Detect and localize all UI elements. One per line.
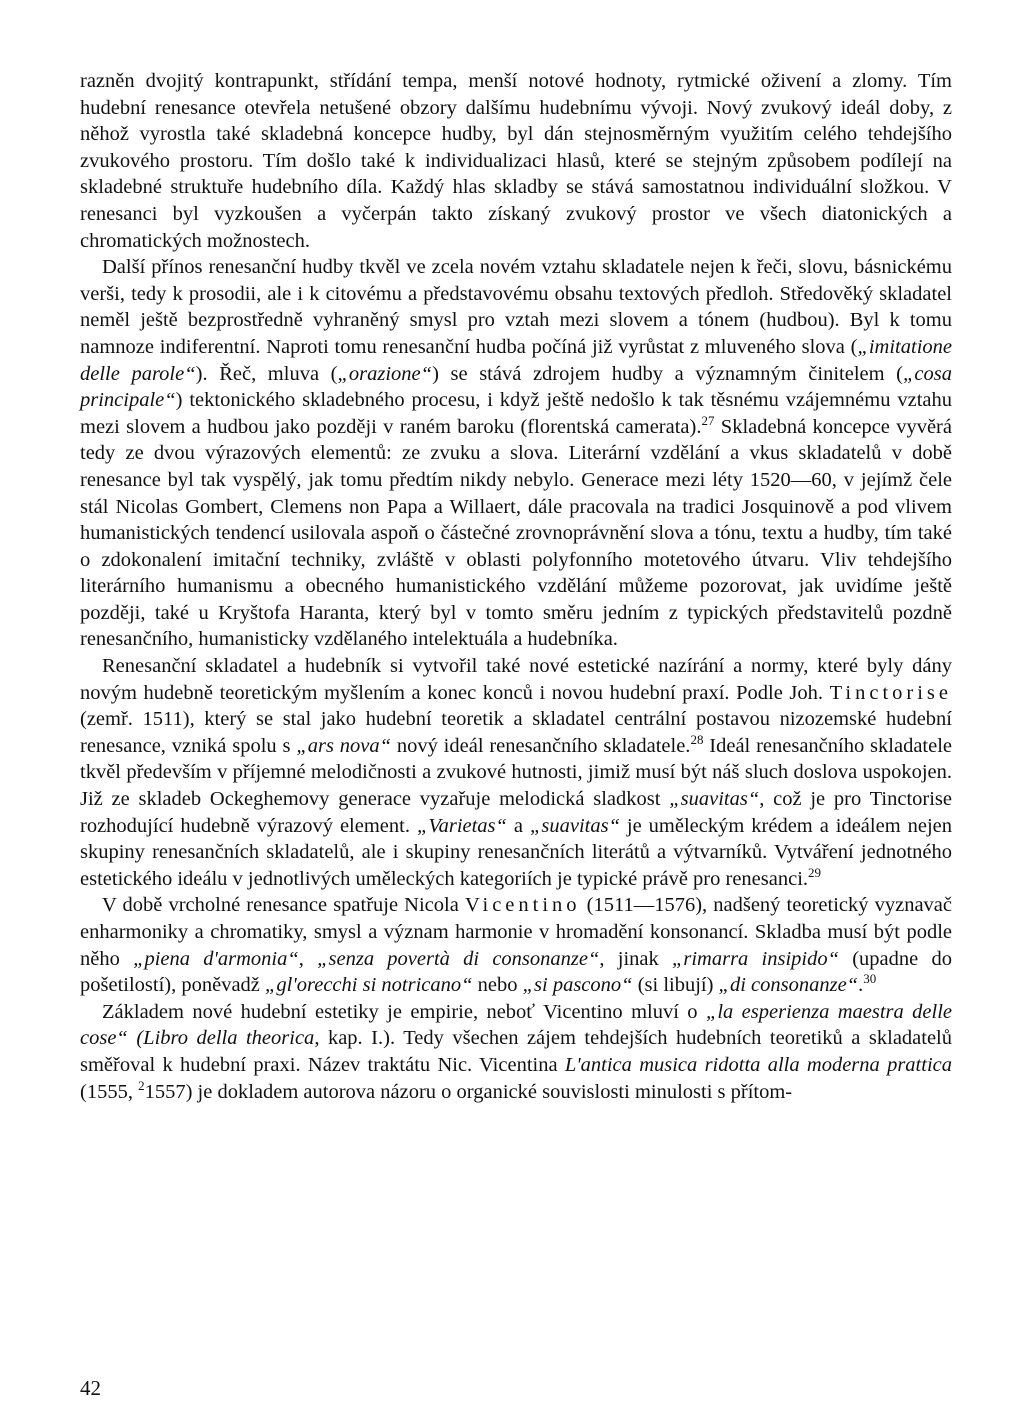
text-run: , [298,947,318,970]
text-run: a [506,814,530,837]
text-run: V době vrcholné renesance spatřuje Nicola [102,894,465,917]
text-run: (upadne do pošetilostí), poněvadž [80,947,952,997]
italic-quote: „si pascono“ [522,974,633,997]
text-run: ) tektonického skladebného procesu, i když ještě nedošlo k tak těsnému vzájemnému vztahu mezi slovem a hudbou jako později v raném baroku (florentská camerata). [80,389,952,438]
text-run: (1555, [80,1080,139,1103]
text-run: 1557) je dokladem autorova názoru o organické souvislosti minulosti s přítom- [144,1080,793,1103]
footnote-ref: 29 [808,864,822,880]
text-run: Základem nové hudební estetiky je empirie, neboť Vicentino mluví o [102,1000,706,1023]
paragraph-2 [80,254,952,653]
italic-quote: „la esperienza maestra delle cose“ (Libro della theorica [80,1000,953,1050]
spaced-name: Vicentino [464,894,581,917]
italic-quote: „Varietas“ [416,814,507,837]
footnote-ref: 28 [690,731,704,747]
italic-quote: „piena d'armonia“ [133,947,299,970]
paragraph-3 [80,653,952,892]
italic-quote: „cosa principale“ [80,362,952,412]
text-run: , jinak [599,947,672,970]
text-run: Renesanční skladatel a hudebník si vytvořil také nové estetické nazírání a normy, které byly dány novým hudebně teoretickým myšlením a konec konců i novou hudební praxí. Podle Joh. [80,655,952,704]
text-run: (si libují) [632,974,719,997]
italic-quote: „orazione“ [337,362,433,385]
text-run: Skladebná koncepce vyvěrá tedy ze dvou výrazových elementů: ze zvuku a slova. Literární vzdělání a vkus skladatelů v době renesance byl tak vyspělý, jak tomu předtím nikdy nebylo. Generace mezi léty 1520—60, v jejímž čele stál Nicolas Gombert, Clemens non Papa a Willaert, dále pracovala na tradici Josquinově a pod vlivem humanistických tendencí usilovala aspoň o částečné zrovnoprávnění slova a tónu, textu a hudby, tím také o zdokonalení imitační techniky, zvláště v oblasti polyfonního motetového útvaru. Vliv tehdejšího literárního humanismu a obecného humanistického vzdělání můžeme pozorovat, jak uvidíme ještě později, také u Kryštofa Haranta, který byl v tomto směru jedním z typických představitelů pozdně renesančního, humanisticky vzdělaného intelektuála a hudebníka. [80,415,952,651]
italic-quote: „suavitas“ [529,814,620,837]
text-run: ). Řeč, mluva ( [195,362,338,385]
text-run: . [858,974,864,997]
text-run: , kap. I.). Tedy všechen zájem tehdejších hudebních teoretiků a skladatelů směřoval k hudební praxi. Název traktátu Nic. Vicentina [80,1027,953,1076]
text-run: , což je pro Tinctorise rozhodující hudebně výrazový element. [80,788,953,837]
text-run: Další přínos renesanční hudby tkvěl ve zcela novém vztahu skladatele nejen k řeči, slovu, básnickému verši, tedy k prosodii, ale i k citovému a představovému obsahu textových předloh. Středověký skladatel neměl ještě bezprostředně vyhraněný smysl pro vztah mezi slovem a tónem (hudbou). Byl k tomu namnoze indiferentní. Naproti tomu renesanční hudba počíná již vyrůstat z mluveného slova ( [80,256,952,358]
text-run: (zemř. 1511), který se stal jako hudební teoretik a skladatel centrální postavou nizozemské hudební renesance, vzniká spolu s [80,708,952,757]
page-number: 42 [80,1376,101,1400]
footnote-ref: 30 [863,971,877,987]
text-run: Ideál renesančního skladatele tkvěl především v příjemné melodičnosti a zvukové hutnosti, jimiž musí být náš sluch doslova uspokojen. Již ze skladeb Ockeghemovy generace vyzařuje melodická sladkost [80,734,953,811]
text-run: je uměleckým krédem a ideálem nejen skupiny renesančních skladatelů, ale i skupiny renesančních literátů a výtvarníků. Vytváření jednotného estetického ideálu v jednotlivých uměleckých kategoriích je typické právě pro renesanci. [80,814,952,890]
italic-quote: „di consonanze“ [718,974,859,997]
text-run: razněn dvojitý kontrapunkt, střídání tempa, menší notové hodnoty, rytmické oživení a zlomy. Tím hudební renesance otevřela netušené obzory dalšímu hudebnímu vývoji. Nový zvukový ideál doby, z něhož vyrostla také skladebná koncepce hudby, byl dán stejnosměrným využitím celého tehdejšího zvukového prostoru. Tím došlo také k individualizaci hlasů, které se stejným způsobem podílejí na skladebné struktuře hudebního díla. Každý hlas skladby se stává samostatnou individuální složkou. V renesanci byl vyzkoušen a vyčerpán takto získaný zvukový prostor ve všech diatonických a chromatických možnostech. [80,70,952,252]
italic-quote: „senza povertà di consonanze“ [317,947,600,970]
footnote-ref: 27 [701,412,715,428]
italic-quote: „imitatione delle parole“ [80,335,952,385]
italic-title: L'antica musica ridotta alla moderna prattica [564,1053,952,1076]
text-run: nový ideál renesančního skladatele. [391,734,691,757]
italic-quote: „ars nova“ [296,734,392,757]
paragraph-4 [80,892,952,998]
edition-superscript: 2 [138,1077,145,1093]
italic-quote: „rimarra insipido“ [671,947,839,970]
text-run: ) se stává zdrojem hudby a významným činitelem ( [432,362,903,385]
italic-quote: „suavitas“ [669,788,760,811]
text-run: nebo [472,974,523,997]
italic-quote: „gl'orecchi si notricano“ [265,974,473,997]
paragraph-1 [80,68,952,254]
text-run: (1511—1576), nadšený teoretický vyznavač enharmoniky a chromatiky, smysl a význam harmonie v hromadění konsonancí. Skladba musí být podle něho [80,894,952,970]
page-body [80,68,952,1105]
spaced-name: Tinctorise [829,681,952,704]
paragraph-5 [80,999,952,1105]
